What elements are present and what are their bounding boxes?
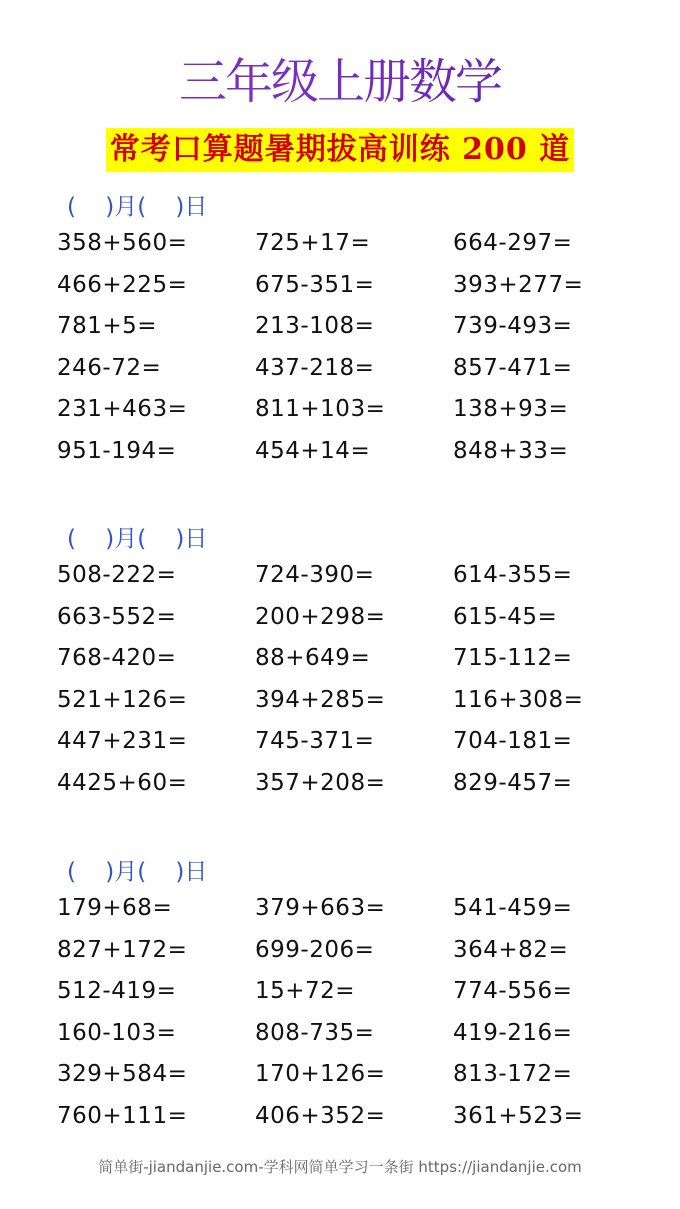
exercise-row [57,893,657,935]
subtitle-banner [0,128,680,172]
exercise-row [57,976,657,1018]
exercise-item: 231+463= [57,396,188,423]
exercise-item: 116+308= [453,686,584,713]
exercise-item: 781+5= [57,313,158,340]
exercise-row [57,768,657,810]
exercise-row [57,228,657,270]
exercise-row [57,1101,657,1143]
exercise-item: 768-420= [57,645,177,672]
exercise-row [57,602,657,644]
exercise-item: 361+523= [453,1102,584,1129]
exercise-item: 704-181= [453,728,573,755]
exercise-item: 394+285= [255,686,386,713]
exercise-item: 466+225= [57,271,188,298]
exercise-item: 614-355= [453,562,573,588]
exercise-item: 745-371= [255,728,375,755]
exercise-item: 406+352= [255,1102,386,1129]
exercise-item: 813-172= [453,1061,573,1088]
footer-watermark: 简单街-jiandanjie.com-学科网简单学习一条街 https://jiandanjie.com [98,1158,582,1176]
exercise-item: 447+231= [57,728,188,755]
exercise-item: 951-194= [57,437,177,464]
exercise-item: 329+584= [57,1061,188,1088]
exercise-item: 521+126= [57,686,188,713]
exercise-item: 246-72= [57,354,162,381]
exercise-item: 760+111= [57,1102,188,1129]
exercise-item: 138+93= [453,396,569,423]
exercise-item: 419-216= [453,1019,573,1046]
date-line: ( )月( )日 [67,859,208,885]
exercise-row [57,1018,657,1060]
exercise-item: 379+663= [255,895,386,921]
exercise-item: 725+17= [255,230,371,256]
exercise-item: 774-556= [453,978,573,1005]
exercise-item: 508-222= [57,562,177,588]
exercise-item: 357+208= [255,769,386,796]
exercise-item: 364+82= [453,936,569,963]
exercise-row [57,1059,657,1101]
exercise-item: 724-390= [255,562,375,588]
exercise-item: 848+33= [453,437,569,464]
exercise-item: 715-112= [453,645,573,672]
exercise-item: 454+14= [255,437,371,464]
exercise-item: 615-45= [453,603,558,630]
exercise-row [57,353,657,395]
exercise-item: 541-459= [453,895,573,921]
exercise-row [57,436,657,478]
exercise-item: 663-552= [57,603,177,630]
date-line: ( )月( )日 [67,194,208,220]
exercise-item: 358+560= [57,230,188,256]
exercise-row [57,643,657,685]
exercise-item: 699-206= [255,936,375,963]
exercise-row [57,270,657,312]
exercise-item: 179+68= [57,895,173,921]
exercise-item: 664-297= [453,230,573,256]
exercise-row [57,726,657,768]
exercise-item: 393+277= [453,271,584,298]
page-title: 三年级上册数学 [0,52,680,112]
exercise-item: 170+126= [255,1061,386,1088]
exercise-item: 829-457= [453,769,573,796]
exercise-item: 811+103= [255,396,386,423]
exercise-item: 675-351= [255,271,375,298]
exercise-grid [57,228,657,478]
exercise-item: 213-108= [255,313,375,340]
exercise-item: 88+649= [255,645,371,672]
exercise-item: 739-493= [453,313,573,340]
exercise-item: 512-419= [57,978,177,1005]
exercise-row [57,394,657,436]
date-line: ( )月( )日 [67,526,208,552]
exercise-grid [57,893,657,1143]
exercise-grid [57,560,657,810]
subtitle: 常考口算题暑期拔高训练 200 道 [106,128,575,172]
exercise-item: 827+172= [57,936,188,963]
exercise-item: 15+72= [255,978,356,1005]
exercise-item: 857-471= [453,354,573,381]
exercise-item: 808-735= [255,1019,375,1046]
exercise-item: 4425+60= [57,769,188,796]
exercise-row [57,311,657,353]
exercise-item: 160-103= [57,1019,177,1046]
exercise-row [57,685,657,727]
exercise-item: 200+298= [255,603,386,630]
exercise-row [57,935,657,977]
exercise-row [57,560,657,602]
exercise-item: 437-218= [255,354,375,381]
